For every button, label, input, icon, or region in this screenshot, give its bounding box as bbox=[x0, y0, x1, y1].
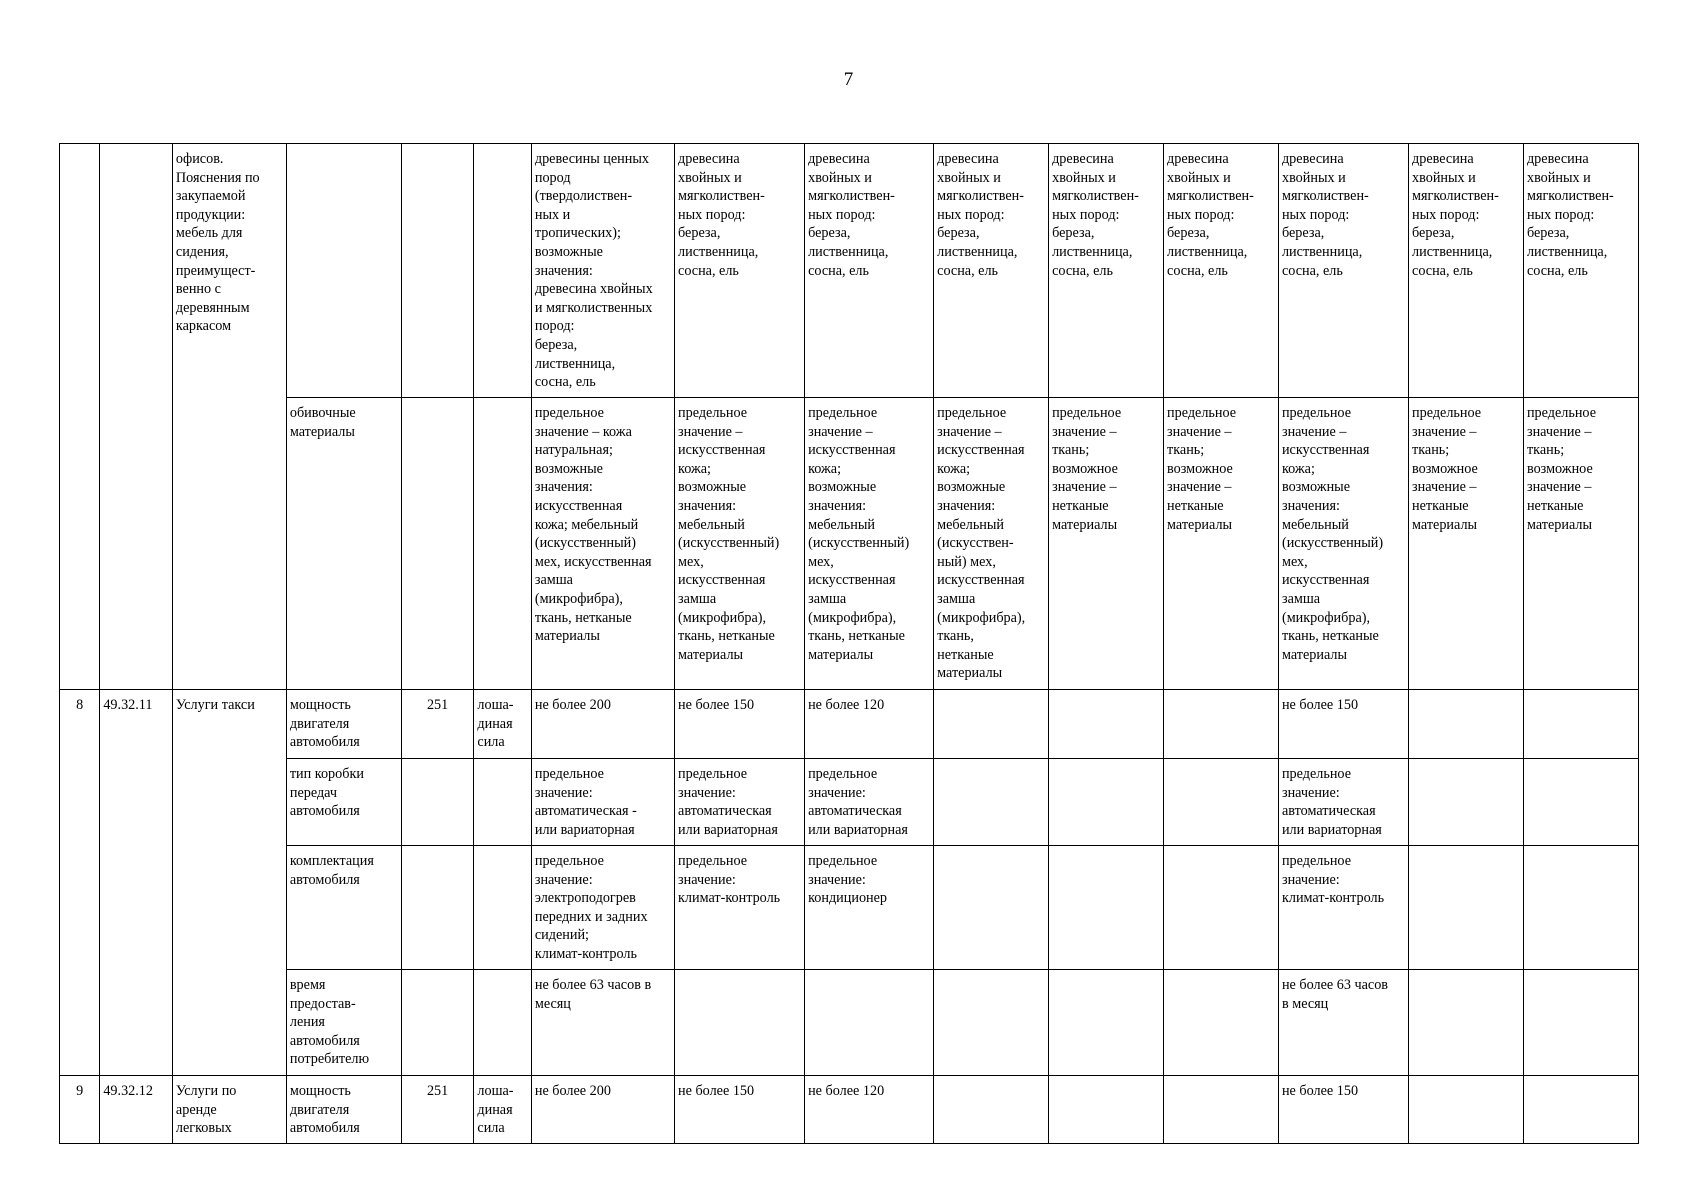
unit-code-cell bbox=[401, 144, 474, 398]
value-cell: не более 150 bbox=[1278, 1076, 1408, 1144]
value-cell bbox=[805, 970, 934, 1076]
value-cell: не более 63 часов в месяц bbox=[1278, 970, 1408, 1076]
characteristic-cell: тип коробки передач автомобиля bbox=[286, 759, 401, 846]
value-cell bbox=[1523, 759, 1638, 846]
unit-name-cell: лоша- диная сила bbox=[474, 690, 531, 759]
unit-code-cell: 251 bbox=[401, 690, 474, 759]
value-cell: древесина хвойных и мягколиствен- ных пород: береза, лиственница, сосна, ель bbox=[675, 144, 805, 398]
value-cell bbox=[1409, 759, 1524, 846]
value-cell bbox=[1164, 690, 1279, 759]
page-number: 7 bbox=[843, 69, 854, 90]
value-cell: предельное значение: электроподогрев передних и задних сидений; климат-контроль bbox=[531, 846, 674, 970]
unit-code-cell bbox=[401, 970, 474, 1076]
table-row bbox=[60, 690, 1639, 759]
value-cell: предельное значение – ткань; возможное значение – нетканые материалы bbox=[1049, 398, 1164, 690]
table-row bbox=[60, 759, 1639, 846]
product-name-cell: Услуги такси bbox=[172, 690, 286, 1076]
characteristic-cell bbox=[286, 144, 401, 398]
value-cell bbox=[1523, 970, 1638, 1076]
value-cell: предельное значение – кожа натуральная; возможные значения: искусственная кожа; мебельный (искусственный) мех, искусственная замша (микрофибра), ткань, нетканые материалы bbox=[531, 398, 674, 690]
code-cell: 49.32.11 bbox=[100, 690, 173, 1076]
unit-name-cell bbox=[474, 759, 531, 846]
value-cell bbox=[1409, 846, 1524, 970]
value-cell: древесина хвойных и мягколиствен- ных пород: береза, лиственница, сосна, ель bbox=[805, 144, 934, 398]
unit-name-cell bbox=[474, 846, 531, 970]
product-name-cell: Услуги по аренде легковых bbox=[172, 1076, 286, 1144]
value-cell: предельное значение – искусственная кожа; возможные значения: мебельный (искусственный) мех, искусственная замша (микрофибра), ткань, нетканые материалы bbox=[675, 398, 805, 690]
value-cell bbox=[1523, 1076, 1638, 1144]
value-cell: не более 150 bbox=[675, 1076, 805, 1144]
value-cell: предельное значение: автоматическая или вариаторная bbox=[805, 759, 934, 846]
num-cell: 8 bbox=[60, 690, 100, 1076]
value-cell: древесина хвойных и мягколиствен- ных пород: береза, лиственница, сосна, ель bbox=[1523, 144, 1638, 398]
value-cell: не более 120 bbox=[805, 1076, 934, 1144]
value-cell bbox=[934, 759, 1049, 846]
unit-code-cell bbox=[401, 398, 474, 690]
value-cell: древесина хвойных и мягколиствен- ных пород: береза, лиственница, сосна, ель bbox=[1278, 144, 1408, 398]
value-cell: не более 150 bbox=[675, 690, 805, 759]
unit-code-cell bbox=[401, 759, 474, 846]
value-cell bbox=[934, 690, 1049, 759]
value-cell: предельное значение: автоматическая или вариаторная bbox=[675, 759, 805, 846]
value-cell bbox=[1523, 690, 1638, 759]
product-name-cell: офисов. Пояснения по закупаемой продукции: мебель для сидения, преимущест- венно с деревянным каркасом bbox=[172, 144, 286, 690]
value-cell bbox=[1164, 970, 1279, 1076]
value-cell: предельное значение – искусственная кожа; возможные значения: мебельный (искусствен- ный) мех, искусственная замша (микрофибра), ткань, нетканые материалы bbox=[934, 398, 1049, 690]
value-cell: предельное значение – искусственная кожа; возможные значения: мебельный (искусственный) мех, искусственная замша (микрофибра), ткань, нетканые материалы bbox=[1278, 398, 1408, 690]
unit-name-cell bbox=[474, 144, 531, 398]
characteristic-cell: комплектация автомобиля bbox=[286, 846, 401, 970]
value-cell bbox=[1049, 690, 1164, 759]
characteristic-cell: мощность двигателя автомобиля bbox=[286, 690, 401, 759]
table-row bbox=[60, 1076, 1639, 1144]
characteristic-cell: время предостав- ления автомобиля потребителю bbox=[286, 970, 401, 1076]
value-cell bbox=[934, 846, 1049, 970]
table-row bbox=[60, 970, 1639, 1076]
value-cell: предельное значение – искусственная кожа; возможные значения: мебельный (искусственный) мех, искусственная замша (микрофибра), ткань, нетканые материалы bbox=[805, 398, 934, 690]
value-cell: не более 200 bbox=[531, 1076, 674, 1144]
value-cell: не более 120 bbox=[805, 690, 934, 759]
value-cell: не более 63 часов в месяц bbox=[531, 970, 674, 1076]
value-cell bbox=[1164, 1076, 1279, 1144]
characteristic-cell: мощность двигателя автомобиля bbox=[286, 1076, 401, 1144]
value-cell: предельное значение: климат-контроль bbox=[1278, 846, 1408, 970]
table-row bbox=[60, 144, 1639, 398]
code-cell: 49.32.12 bbox=[100, 1076, 173, 1144]
code-cell bbox=[100, 144, 173, 690]
value-cell bbox=[1049, 970, 1164, 1076]
value-cell bbox=[1409, 1076, 1524, 1144]
value-cell: не более 150 bbox=[1278, 690, 1408, 759]
value-cell: древесина хвойных и мягколиствен- ных пород: береза, лиственница, сосна, ель bbox=[1409, 144, 1524, 398]
value-cell: предельное значение – ткань; возможное значение – нетканые материалы bbox=[1164, 398, 1279, 690]
characteristic-cell: обивочные материалы bbox=[286, 398, 401, 690]
value-cell: предельное значение – ткань; возможное значение – нетканые материалы bbox=[1523, 398, 1638, 690]
value-cell: предельное значение: климат-контроль bbox=[675, 846, 805, 970]
value-cell: древесина хвойных и мягколиствен- ных пород: береза, лиственница, сосна, ель bbox=[1049, 144, 1164, 398]
value-cell bbox=[1049, 759, 1164, 846]
value-cell bbox=[1049, 846, 1164, 970]
value-cell bbox=[934, 970, 1049, 1076]
value-cell bbox=[934, 1076, 1049, 1144]
num-cell bbox=[60, 144, 100, 690]
unit-code-cell bbox=[401, 846, 474, 970]
unit-name-cell bbox=[474, 970, 531, 1076]
value-cell bbox=[1049, 1076, 1164, 1144]
value-cell: предельное значение: автоматическая или вариаторная bbox=[1278, 759, 1408, 846]
value-cell bbox=[1409, 970, 1524, 1076]
value-cell: предельное значение – ткань; возможное значение – нетканые материалы bbox=[1409, 398, 1524, 690]
value-cell: древесина хвойных и мягколиствен- ных пород: береза, лиственница, сосна, ель bbox=[1164, 144, 1279, 398]
value-cell bbox=[1409, 690, 1524, 759]
value-cell bbox=[675, 970, 805, 1076]
unit-name-cell bbox=[474, 398, 531, 690]
value-cell: древесины ценных пород (твердолиствен- ных и тропических); возможные значения: древесина хвойных и мягколиственных пород: береза, лиственница, сосна, ель bbox=[531, 144, 674, 398]
table-row bbox=[60, 398, 1639, 690]
value-cell: не более 200 bbox=[531, 690, 674, 759]
value-cell bbox=[1164, 846, 1279, 970]
requirements-table bbox=[59, 143, 1639, 1144]
value-cell bbox=[1164, 759, 1279, 846]
table-row bbox=[60, 846, 1639, 970]
num-cell: 9 bbox=[60, 1076, 100, 1144]
value-cell: предельное значение: кондиционер bbox=[805, 846, 934, 970]
unit-code-cell: 251 bbox=[401, 1076, 474, 1144]
value-cell bbox=[1523, 846, 1638, 970]
value-cell: древесина хвойных и мягколиствен- ных пород: береза, лиственница, сосна, ель bbox=[934, 144, 1049, 398]
value-cell: предельное значение: автоматическая - или вариаторная bbox=[531, 759, 674, 846]
unit-name-cell: лоша- диная сила bbox=[474, 1076, 531, 1144]
